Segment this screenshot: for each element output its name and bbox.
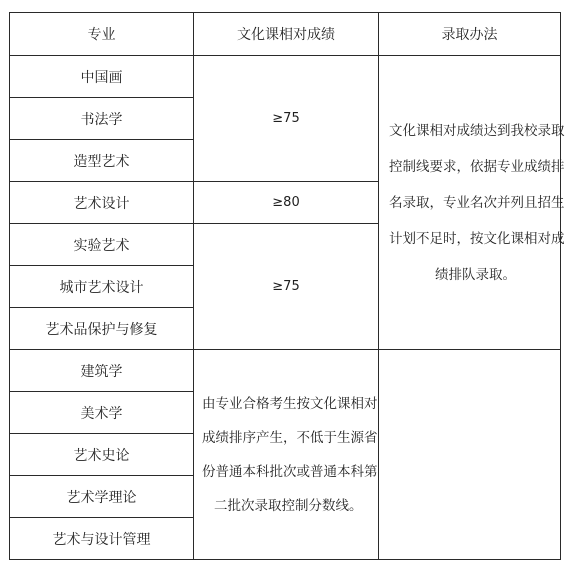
table-header-row <box>10 13 561 56</box>
major-cell: 造型艺术 <box>10 140 194 182</box>
major-cell: 城市艺术设计 <box>10 266 194 308</box>
method-line: 计划不足时，按文化课相对成 <box>389 230 565 247</box>
header-score: 文化课相对成绩 <box>194 13 379 56</box>
table-row <box>10 350 561 392</box>
header-major: 专业 <box>10 13 194 56</box>
note-line: 成绩排序产生，不低于生源省 <box>202 429 378 446</box>
score-cell-group-1: ≥75 <box>194 56 379 182</box>
score-cell-group-3: ≥75 <box>194 224 379 350</box>
admission-method-cell <box>379 56 565 350</box>
major-cell: 实验艺术 <box>10 224 194 266</box>
major-cell: 艺术与设计管理 <box>10 518 194 560</box>
method-line: 控制线要求，依据专业成绩排 <box>389 158 565 175</box>
method-line: 名录取，专业名次并列且招生 <box>389 194 565 211</box>
score-cell-group-2: ≥80 <box>194 182 379 224</box>
method-line: 文化课相对成绩达到我校录取 <box>389 122 565 139</box>
major-cell: 艺术学理论 <box>10 476 194 518</box>
header-method: 录取办法 <box>379 13 561 56</box>
major-cell: 中国画 <box>10 56 194 98</box>
major-cell: 艺术品保护与修复 <box>10 308 194 350</box>
major-cell: 建筑学 <box>10 350 194 392</box>
major-cell: 书法学 <box>10 98 194 140</box>
note-line: 二批次录取控制分数线。 <box>214 497 363 514</box>
admission-table <box>9 12 565 560</box>
note-line: 份普通本科批次或普通本科第 <box>202 463 378 480</box>
note-line: 由专业合格考生按文化课相对 <box>202 395 378 412</box>
table-row <box>10 56 561 98</box>
major-cell: 美术学 <box>10 392 194 434</box>
empty-method-cell <box>379 350 561 560</box>
major-cell: 艺术史论 <box>10 434 194 476</box>
method-line: 绩排队录取。 <box>435 266 516 283</box>
major-cell: 艺术设计 <box>10 182 194 224</box>
selection-note-cell <box>194 350 379 560</box>
